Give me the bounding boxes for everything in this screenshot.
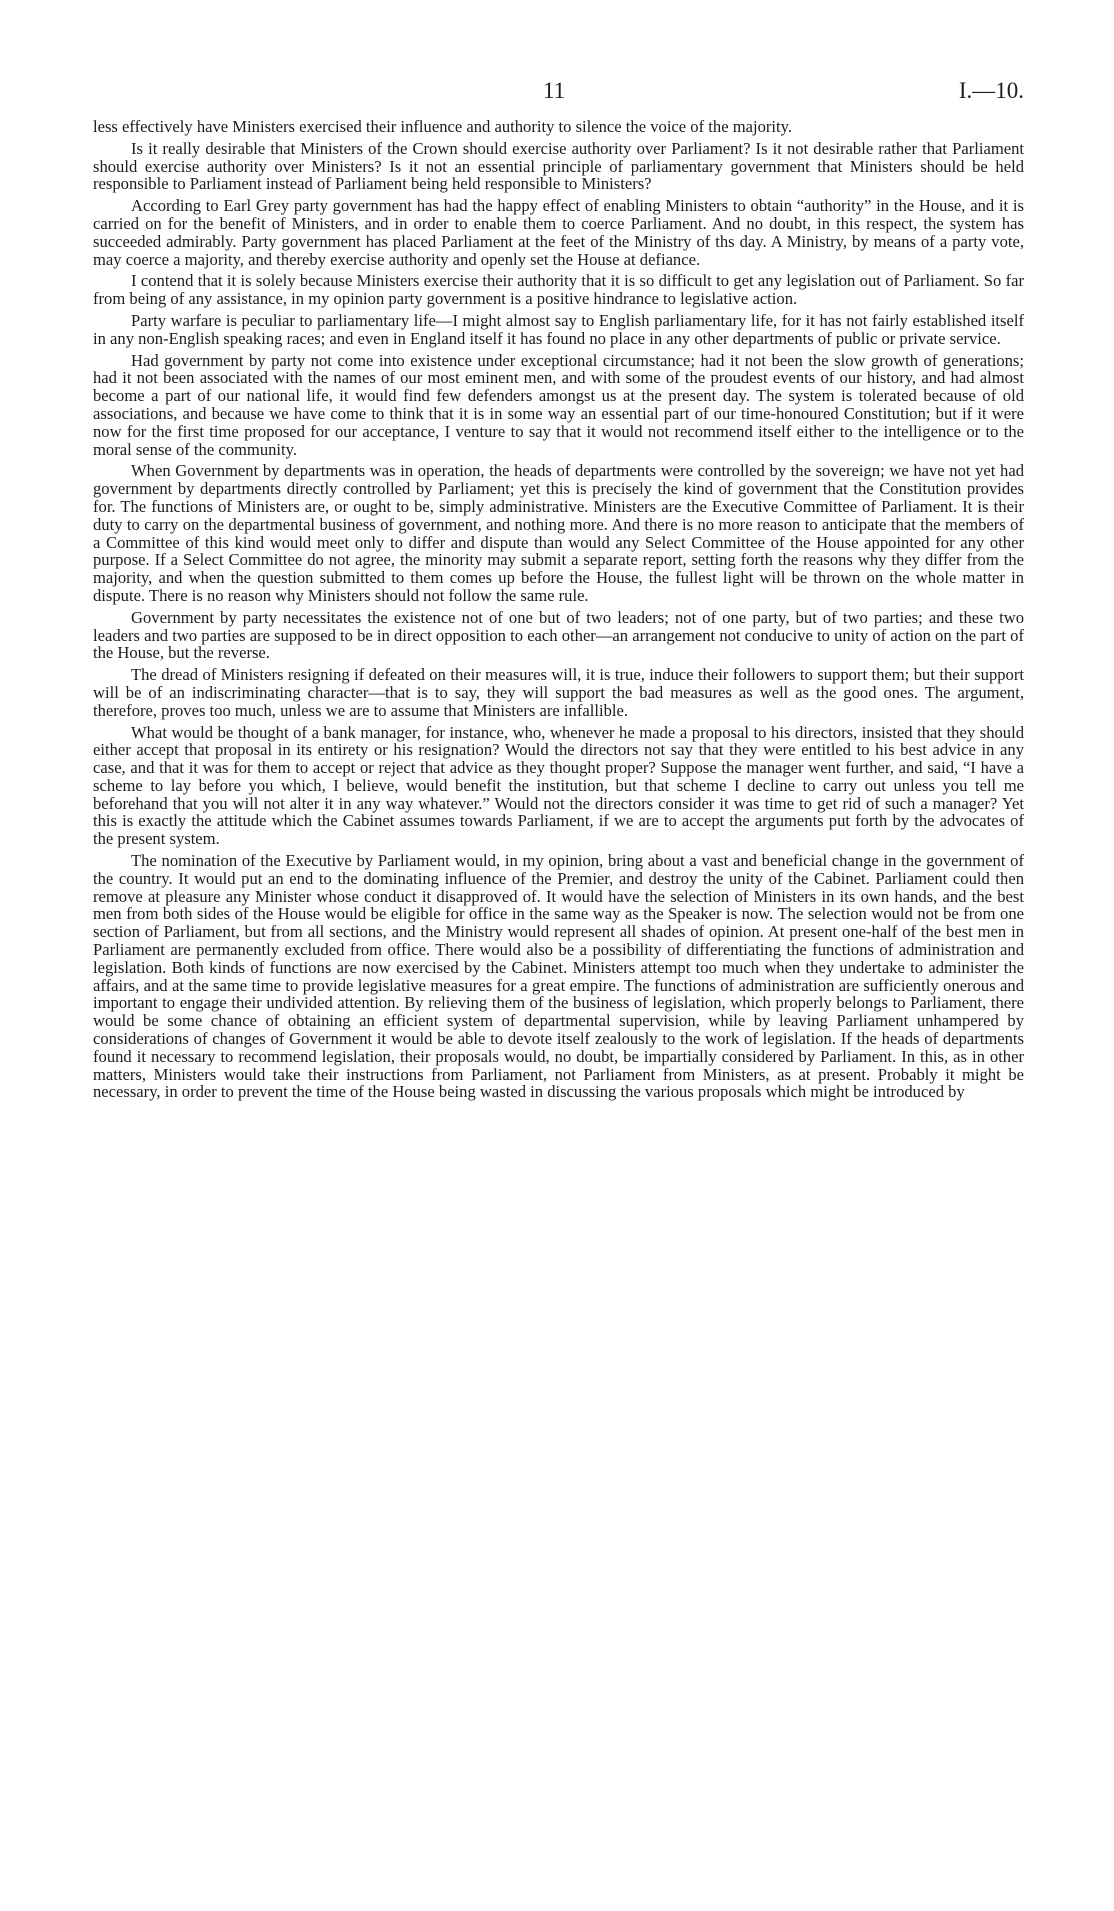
paragraph: What would be thought of a bank manager, for instance, who, whenever he made a proposal to his directors, insisted that they should either accept that proposal in its entirety or his resignation? Would the directors not say that they were entitled to his best advice in any case, and that it was for them to accept or reject that advice as they thought proper? Suppose the manager went further, and said, “I have a scheme to lay before you which, I believe, would benefit the institution, but that scheme I decline to carry out unless you tell me beforehand that you will not alter it in any way whatever.” Would not the directors consider it was time to get rid of such a manager? Yet this is exactly the attitude which the Cabinet assumes towards Parliament, if we are to accept the arguments put forth by the advocates of the present system. [93,722,1024,849]
paragraph: Government by party necessitates the existence not of one but of two leaders; not of one party, but of two parties; and these two leaders and two parties are supposed to be in direct opposition to each other—an arrangement not conducive to unity of action on the part of the House, but the reverse. [93,607,1024,663]
paragraph: Is it really desirable that Ministers of the Crown should exercise authority over Parliament? Is it not desirable rather that Parliament should exercise authority over Ministers? Is it not an essential principle of parliamentary government that Ministers should be held responsible to Parliament instead of Parliament being held responsible to Ministers? [93,138,1024,194]
paragraph: According to Earl Grey party government has had the happy effect of enabling Ministers to obtain “authority” in the House, and it is carried on for the benefit of Ministers, and in order to enable them to coerce Parliament. And no doubt, in this respect, the system has succeeded admirably. Party government has placed Parliament at the feet of the Ministry of ths day. A Ministry, by means of a party vote, may coerce a majority, and thereby exercise authority and openly set the House at defiance. [93,196,1024,269]
page-number: 11 [543,78,566,103]
paragraph: The dread of Ministers resigning if defeated on their measures will, it is true, induce their followers to support them; but their support will be of an indiscriminating character—that is to say, they will support the bad measures as well as the good ones. The argument, therefore, proves too much, unless we are to assume that Ministers are infallible. [93,665,1024,720]
paragraph: Had government by party not come into existence under exceptional circumstance; had it not been the slow growth of generations; had it not been associated with the names of our most eminent men, and with some of the proudest events of our history, and had almost become a part of our national life, it would find few defenders amongst us at the present day. The system is tolerated because of old associations, and because we have come to think that it is in some way an essential part of our time-honoured Constitution; but if it were now for the first time proposed for our acceptance, I venture to say that it would not recommend itself either to the intelligence or to the moral sense of the community. [93,350,1024,459]
body-text [93,118,1024,1101]
paragraph: Party warfare is peculiar to parliamentary life—I might almost say to English parliamentary life, for it has not fairly established itself in any non-English speaking races; and even in England itself it has found no place in any other departments of public or private service. [93,310,1024,348]
paragraph-continued: less effectively have Ministers exercised their influence and authority to silence the voice of the majority. [93,117,792,136]
paragraph: I contend that it is solely because Ministers exercise their authority that it is so difficult to get any legislation out of Parliament. So far from being of any assistance, in my opinion party government is a positive hindrance to legislative action. [93,271,1024,309]
document-reference: I.—10. [958,78,1024,103]
paragraph: When Government by departments was in operation, the heads of departments were controlled by the sovereign; we have not yet had government by departments directly controlled by Parliament; yet this is precisely the kind of government that the Constitution provides for. The functions of Ministers are, or ought to be, simply administrative. Ministers are the Executive Committee of Parliament. It is their duty to carry on the departmental business of government, and nothing more. And there is no more reason to anticipate that the members of a Committee of this kind would meet only to differ and dispute than would any Select Committee of the House appointed for any other purpose. If a Select Committee do not agree, the minority may submit a separate report, setting forth the reasons why they differ from the majority, and when the question submitted to them comes up before the House, the fullest light will be thrown on the whole matter in dispute. There is no reason why Ministers should not follow the same rule. [93,461,1024,605]
document-page [93,78,1024,1105]
paragraph: The nomination of the Executive by Parliament would, in my opinion, bring about a vast and beneficial change in the government of the country. It would put an end to the dominating influence of the Premier, and destroy the unity of the Cabinet. Parliament could then remove at pleasure any Minister whose conduct it disapproved of. It would have the selection of Ministers in its own hands, and the best men from both sides of the House would be eligible for office in the same way as the Speaker is now. The selection would not be from one section of Parliament, but from all sections, and the Ministry would represent all shades of opinion. At present one-half of the best men in Parliament are permanently excluded from office. There would also be a possibility of differentiating the functions of administration and legislation. Both kinds of functions are now exercised by the Cabinet. Ministers attempt too much when they undertake to administer the affairs, and at the same time to provide legislative measures for a great empire. The functions of administration are sufficiently onerous and important to engage their undivided attention. By relieving them of the business of legislation, which properly belongs to Parliament, there would be some chance of obtaining an efficient system of departmental supervision, while by leaving Parliament unhampered by considerations of changes of Government it would be able to devote itself zealously to the work of legislation. If the heads of departments found it necessary to recommend legislation, their proposals would, no doubt, be impartially considered by Parliament. In this, as in other matters, Ministers would take their instructions from Parliament, not Parliament from Ministers, as at present. Probably it might be necessary, in order to prevent the time of the House being wasted in discussing the various proposals which might be introduced by [93,851,1024,1102]
page-header [93,78,1024,118]
